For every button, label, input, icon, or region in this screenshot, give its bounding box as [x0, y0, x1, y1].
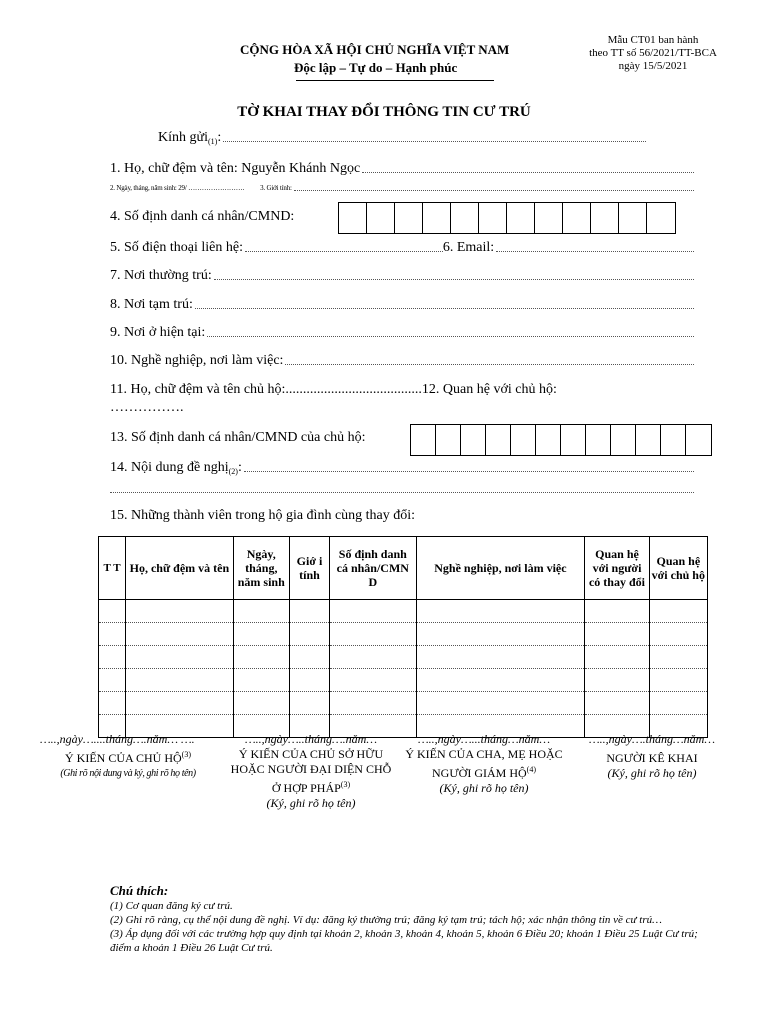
gender-label: 3. Giới tính:	[260, 184, 292, 192]
permanent-residence-label: 7. Nơi thường trú:	[110, 268, 212, 283]
occupation-label: 10. Nghề nghiệp, nơi làm việc:	[110, 353, 284, 368]
footnote-item: (1) Cơ quan đăng ký cư trú.	[110, 900, 233, 912]
table-row[interactable]	[99, 623, 708, 646]
col-header-occupation: Nghề nghiệp, nơi làm việc	[416, 537, 585, 600]
current-residence-field[interactable]	[207, 335, 694, 337]
signature-title: Ý KIẾN CỦA CHỦ SỞ HỮU HOẶC NGƯỜI ĐẠI DIỆN CHỖ Ở HỢP PHÁP	[230, 747, 392, 795]
signature-note: (Ký, ghi rõ họ tên)	[607, 766, 697, 780]
dob-gender-row[interactable]	[110, 184, 694, 192]
recipient-field[interactable]	[223, 140, 646, 142]
current-residence-row[interactable]	[110, 325, 694, 341]
col-header-id: Số định danh cá nhân/CMN D	[330, 537, 416, 600]
footnotes	[110, 884, 700, 955]
temporary-residence-label: 8. Nơi tạm trú:	[110, 297, 193, 312]
id-number-row	[110, 209, 294, 225]
phone-field[interactable]	[245, 250, 443, 252]
recipient-label: Kính gửi	[158, 130, 208, 145]
relationship-field[interactable]: …………….	[110, 400, 184, 415]
household-id-boxes[interactable]	[410, 424, 712, 456]
col-header-dob: Ngày, tháng, năm sinh	[233, 537, 289, 600]
permanent-residence-field[interactable]	[214, 278, 694, 280]
dob-label[interactable]: 2. Ngày, tháng, năm sinh: 29/ …………………….	[110, 184, 245, 192]
signature-date: …..,ngày….tháng…năm…	[588, 732, 715, 746]
form-title: TỜ KHAI THAY ĐỔI THÔNG TIN CƯ TRÚ	[237, 104, 531, 120]
signature-sup: (3)	[181, 750, 191, 759]
signature-title: Ý KIẾN CỦA CHA, MẸ HOẶC NGƯỜI GIÁM HỘ	[405, 747, 563, 780]
members-table	[98, 536, 708, 738]
occupation-field[interactable]	[285, 363, 694, 365]
table-row[interactable]	[99, 600, 708, 623]
permanent-residence-row[interactable]	[110, 268, 694, 284]
col-header-relation-changer: Quan hệ với người có thay đổi	[585, 537, 649, 600]
form-code-line: ngày 15/5/2021	[618, 60, 688, 72]
signature-date: …..,ngày…...tháng…năm…	[417, 732, 550, 746]
id-number-boxes[interactable]	[338, 202, 676, 234]
col-header-gender: Giớ i tính	[289, 537, 329, 600]
members-heading-row	[110, 508, 415, 524]
country-name: CỘNG HÒA XÃ HỘI CHỦ NGHĨA VIỆT NAM	[240, 42, 510, 57]
col-header-stt: T T	[99, 537, 126, 600]
signature-note: (Ký, ghi rõ họ tên)	[439, 781, 529, 795]
request-content-field[interactable]	[244, 470, 694, 472]
signature-note: (Ký, ghi rõ họ tên)	[266, 796, 356, 810]
request-content-sup: (2)	[228, 467, 238, 476]
request-content-field-line2[interactable]	[110, 492, 694, 493]
signature-block-declarant	[574, 732, 730, 781]
email-field[interactable]	[496, 250, 694, 252]
household-id-label: 13. Số định danh cá nhân/CMND của chủ hộ:	[110, 430, 366, 445]
current-residence-label: 9. Nơi ở hiện tại:	[110, 325, 206, 340]
footnote-item: (3) Áp dụng đối với các trường hợp quy định tại khoản 2, khoản 3, khoản 4, khoản 5, khoản 6 Điều 20; khoản 1 Điều 25 Luật Cư trú; điểm a khoản 1 Điều 26 Luật Cư trú.	[110, 928, 698, 954]
form-code-line: Mẫu CT01 ban hành	[607, 34, 699, 46]
temporary-residence-row[interactable]	[110, 297, 694, 313]
email-label: 6. Email:	[442, 240, 495, 255]
signature-sup: (4)	[526, 765, 536, 774]
temporary-residence-field[interactable]	[195, 307, 694, 309]
head-of-household-label[interactable]: 11. Họ, chữ đệm và tên chủ hộ:.......................................12. Quan hệ với chủ hộ:	[110, 382, 557, 397]
form-code-line: theo TT số 56/2021/TT-BCA	[589, 47, 717, 59]
table-row[interactable]	[99, 646, 708, 669]
members-heading: 15. Những thành viên trong hộ gia đình cùng thay đổi:	[110, 508, 416, 523]
col-header-name: Họ, chữ đệm và tên	[126, 537, 234, 600]
motto: Độc lập – Tự do – Hạnh phúc	[294, 60, 458, 75]
table-row[interactable]	[99, 669, 708, 692]
full-name-field[interactable]	[362, 171, 694, 173]
request-content-label: 14. Nội dung đề nghị	[110, 460, 229, 475]
full-name-row[interactable]	[110, 161, 694, 177]
phone-label: 5. Số điện thoại liên hệ:	[110, 240, 243, 255]
motto-underline	[296, 80, 494, 81]
full-name-value[interactable]: Nguyễn Khánh Ngọc	[241, 161, 361, 176]
table-row[interactable]	[99, 692, 708, 715]
signature-block-owner	[226, 732, 396, 811]
signature-block-guardian	[404, 732, 564, 796]
gender-field[interactable]	[294, 189, 694, 191]
request-content-row[interactable]: 14. Nội dung đề nghị $_{(2)}$ :	[110, 460, 694, 476]
signature-date: …..,ngày…....tháng….năm… ….	[40, 732, 195, 746]
recipient-sup: (1)	[207, 137, 218, 146]
footnote-item: (2) Ghi rõ ràng, cụ thể nội dung đề nghị. Ví dụ: đăng ký thường trú; đăng ký tạm trú; tách hộ; xác nhận thông tin về cư trú…	[110, 914, 662, 926]
signature-title: Ý KIẾN CỦA CHỦ HỘ	[65, 751, 182, 765]
id-number-label: 4. Số định danh cá nhân/CMND:	[110, 209, 295, 224]
signature-note: (Ghi rõ nội dung và ký, ghi rõ họ tên)	[60, 768, 196, 779]
footnotes-heading: Chú thích:	[110, 883, 169, 898]
signature-sup: (3)	[340, 780, 351, 789]
head-of-household-row[interactable]	[110, 381, 557, 417]
col-header-relation-head: Quan hệ với chủ hộ	[649, 537, 707, 600]
signature-title: NGƯỜI KÊ KHAI	[606, 751, 698, 765]
full-name-label: 1. Họ, chữ đệm và tên:	[110, 161, 238, 176]
occupation-row[interactable]	[110, 353, 694, 369]
signature-date: …..,ngày…..tháng….năm…	[244, 732, 377, 746]
form-code	[578, 34, 728, 73]
household-id-row	[110, 430, 365, 446]
phone-email-row[interactable]	[110, 240, 694, 256]
recipient-row[interactable]: Kính gửi $_{(1)}$ :	[158, 130, 646, 146]
signature-block-household-head	[40, 732, 216, 781]
